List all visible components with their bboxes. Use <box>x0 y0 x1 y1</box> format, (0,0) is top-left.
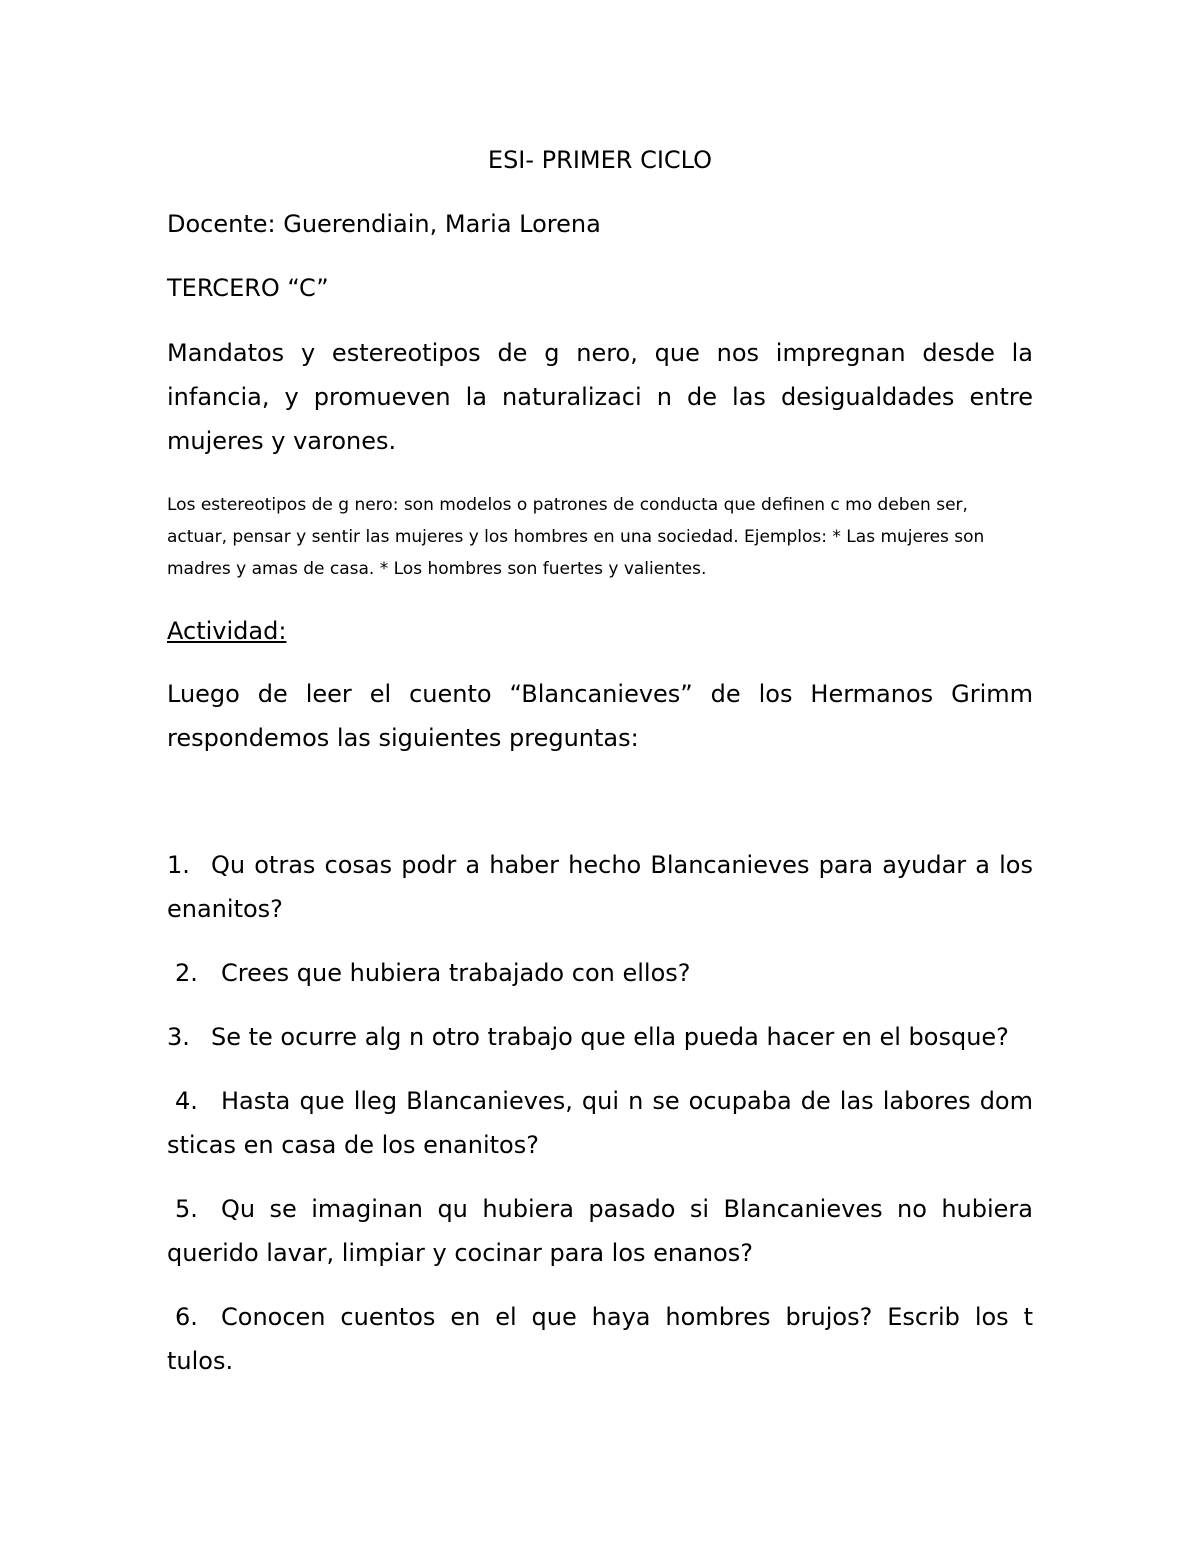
question-number: 2. <box>175 959 198 987</box>
question-number: 4. <box>175 1087 198 1115</box>
teacher-line: Docente: Guerendiain, Maria Lorena <box>167 210 601 238</box>
lead-paragraph: Mandatos y estereotipos de g nero, que nos impregnan desde la infancia, y promueven la naturalizaci n de las desigualdades entre mujeres y varones. <box>167 339 1033 455</box>
question-text: Qu otras cosas podr a haber hecho Blancanieves para ayudar a los enanitos? <box>167 851 1033 923</box>
question-item-2 <box>167 951 1033 995</box>
question-number: 6. <box>175 1303 198 1331</box>
question-item-6 <box>167 1295 1033 1383</box>
definition-paragraph: Los estereotipos de g nero: son modelos o patrones de conducta que definen c mo deben ser, actuar, pensar y sentir las mujeres y los hombres en una sociedad. Ejemplos: * Las mujeres son madres y amas de casa. * Los hombres son fuertes y valientes. <box>167 495 985 579</box>
question-number: 3. <box>167 1023 190 1051</box>
question-text: Se te ocurre alg n otro trabajo que ella pueda hacer en el bosque? <box>211 1023 1009 1051</box>
question-text: Qu se imaginan qu hubiera pasado si Blancanieves no hubiera querido lavar, limpiar y cocinar para los enanos? <box>167 1195 1033 1267</box>
document-title: ESI- PRIMER CICLO <box>487 146 713 174</box>
activity-heading: Actividad: <box>167 617 287 645</box>
question-item-1 <box>167 843 1033 931</box>
question-text: Crees que hubiera trabajado con ellos? <box>221 959 691 987</box>
question-item-5 <box>167 1187 1033 1275</box>
question-number: 5. <box>175 1195 198 1223</box>
question-text: Hasta que lleg Blancanieves, qui n se ocupaba de las labores dom sticas en casa de los enanitos? <box>167 1087 1033 1159</box>
document-page <box>167 140 1033 1403</box>
question-item-3 <box>167 1015 1033 1059</box>
question-number: 1. <box>167 851 190 879</box>
question-list <box>167 843 1033 1383</box>
activity-intro: Luego de leer el cuento “Blancanieves” de los Hermanos Grimm respondemos las siguientes preguntas: <box>167 680 1033 752</box>
question-item-4 <box>167 1079 1033 1167</box>
grade-line: TERCERO “C” <box>167 274 329 302</box>
question-text: Conocen cuentos en el que haya hombres brujos? Escrib los t tulos. <box>167 1303 1033 1375</box>
